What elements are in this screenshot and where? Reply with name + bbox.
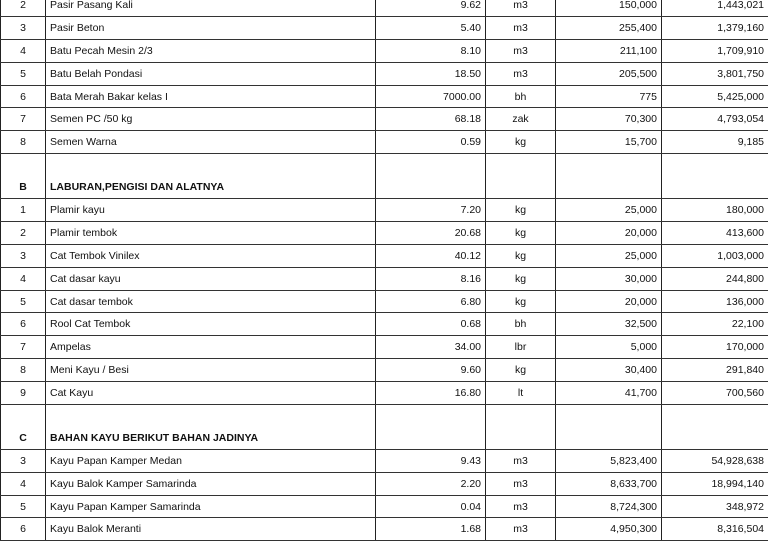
unit-price-cell: 20,000 — [556, 290, 662, 313]
row-number-cell: 8 — [1, 131, 46, 154]
table-row — [1, 0, 768, 16]
quantity-cell: 20.68 — [376, 221, 486, 244]
row-number-cell: 6 — [1, 85, 46, 108]
unit-cell: kg — [486, 199, 556, 222]
row-number-cell: 7 — [1, 336, 46, 359]
table-row — [1, 16, 768, 39]
total-price-cell: 3,801,750 — [662, 62, 768, 85]
description-cell: Cat Tembok Vinilex — [46, 244, 376, 267]
quantity-cell — [376, 427, 486, 449]
unit-price-cell — [556, 427, 662, 449]
table-row — [1, 472, 768, 495]
unit-price-cell: 8,633,700 — [556, 472, 662, 495]
row-number-cell: 9 — [1, 382, 46, 405]
unit-price-cell: 5,823,400 — [556, 449, 662, 472]
total-price-cell — [662, 405, 768, 427]
unit-price-cell: 30,400 — [556, 359, 662, 382]
table-row — [1, 313, 768, 336]
description-cell: BAHAN KAYU BERIKUT BAHAN JADINYA — [46, 427, 376, 449]
row-number-cell: 3 — [1, 244, 46, 267]
total-price-cell: 348,972 — [662, 495, 768, 518]
total-price-cell: 22,100 — [662, 313, 768, 336]
unit-price-cell: 255,400 — [556, 16, 662, 39]
quantity-cell: 0.68 — [376, 313, 486, 336]
unit-cell: kg — [486, 221, 556, 244]
total-price-cell: 291,840 — [662, 359, 768, 382]
table-row — [1, 221, 768, 244]
description-cell: Kayu Papan Kamper Samarinda — [46, 495, 376, 518]
quantity-cell: 9.43 — [376, 449, 486, 472]
unit-price-cell: 15,700 — [556, 131, 662, 154]
description-cell: Cat Kayu — [46, 382, 376, 405]
unit-price-cell — [556, 154, 662, 176]
unit-cell: kg — [486, 131, 556, 154]
quantity-cell: 34.00 — [376, 336, 486, 359]
description-cell — [46, 405, 376, 427]
unit-cell — [486, 427, 556, 449]
quantity-cell: 8.10 — [376, 39, 486, 62]
row-number-cell — [1, 405, 46, 427]
table-row — [1, 267, 768, 290]
row-number-cell: C — [1, 427, 46, 449]
quantity-cell: 5.40 — [376, 16, 486, 39]
unit-price-cell: 8,724,300 — [556, 495, 662, 518]
unit-price-cell: 30,000 — [556, 267, 662, 290]
row-number-cell — [1, 154, 46, 176]
unit-cell: kg — [486, 267, 556, 290]
table-row — [1, 495, 768, 518]
description-cell: Cat dasar tembok — [46, 290, 376, 313]
section-header-row — [1, 427, 768, 449]
row-number-cell: 4 — [1, 267, 46, 290]
total-price-cell — [662, 154, 768, 176]
table-row — [1, 518, 768, 541]
total-price-cell: 1,709,910 — [662, 39, 768, 62]
description-cell: Pasir Beton — [46, 16, 376, 39]
unit-price-cell — [556, 405, 662, 427]
quantity-cell: 16.80 — [376, 382, 486, 405]
total-price-cell: 18,994,140 — [662, 472, 768, 495]
unit-cell — [486, 154, 556, 176]
quantity-cell: 18.50 — [376, 62, 486, 85]
total-price-cell: 54,928,638 — [662, 449, 768, 472]
description-cell: Plamir kayu — [46, 199, 376, 222]
row-number-cell: 2 — [1, 0, 46, 16]
description-cell: Ampelas — [46, 336, 376, 359]
quantity-cell: 9.60 — [376, 359, 486, 382]
unit-price-cell: 70,300 — [556, 108, 662, 131]
unit-cell: m3 — [486, 449, 556, 472]
row-number-cell: 3 — [1, 449, 46, 472]
quantity-cell: 1.68 — [376, 518, 486, 541]
description-cell: Kayu Papan Kamper Medan — [46, 449, 376, 472]
unit-price-cell: 150,000 — [556, 0, 662, 16]
quantity-cell: 68.18 — [376, 108, 486, 131]
total-price-cell: 9,185 — [662, 131, 768, 154]
unit-price-cell: 5,000 — [556, 336, 662, 359]
description-cell: Meni Kayu / Besi — [46, 359, 376, 382]
table-row — [1, 199, 768, 222]
unit-price-cell: 775 — [556, 85, 662, 108]
unit-cell: m3 — [486, 16, 556, 39]
total-price-cell: 700,560 — [662, 382, 768, 405]
quantity-cell: 0.04 — [376, 495, 486, 518]
row-number-cell: B — [1, 176, 46, 198]
description-cell: Kayu Balok Kamper Samarinda — [46, 472, 376, 495]
description-cell: Rool Cat Tembok — [46, 313, 376, 336]
table-row — [1, 62, 768, 85]
unit-cell — [486, 176, 556, 198]
row-number-cell: 5 — [1, 495, 46, 518]
row-number-cell: 7 — [1, 108, 46, 131]
total-price-cell: 180,000 — [662, 199, 768, 222]
unit-price-cell: 41,700 — [556, 382, 662, 405]
unit-cell: bh — [486, 85, 556, 108]
total-price-cell: 413,600 — [662, 221, 768, 244]
total-price-cell: 8,316,504 — [662, 518, 768, 541]
table-row — [1, 85, 768, 108]
table-row — [1, 449, 768, 472]
unit-cell: kg — [486, 359, 556, 382]
unit-price-cell: 25,000 — [556, 244, 662, 267]
total-price-cell: 4,793,054 — [662, 108, 768, 131]
unit-cell: zak — [486, 108, 556, 131]
description-cell: Batu Belah Pondasi — [46, 62, 376, 85]
description-cell: Cat dasar kayu — [46, 267, 376, 290]
total-price-cell: 136,000 — [662, 290, 768, 313]
spacer-row — [1, 154, 768, 176]
description-cell: Semen Warna — [46, 131, 376, 154]
row-number-cell: 5 — [1, 290, 46, 313]
table-row — [1, 382, 768, 405]
unit-cell: lbr — [486, 336, 556, 359]
row-number-cell: 8 — [1, 359, 46, 382]
row-number-cell: 4 — [1, 39, 46, 62]
quantity-cell: 40.12 — [376, 244, 486, 267]
quantity-cell: 0.59 — [376, 131, 486, 154]
row-number-cell: 6 — [1, 313, 46, 336]
table-row — [1, 359, 768, 382]
row-number-cell: 4 — [1, 472, 46, 495]
row-number-cell: 2 — [1, 221, 46, 244]
table-row — [1, 244, 768, 267]
table-row — [1, 39, 768, 62]
unit-cell: m3 — [486, 472, 556, 495]
table-row — [1, 336, 768, 359]
unit-price-cell: 205,500 — [556, 62, 662, 85]
table-row — [1, 108, 768, 131]
total-price-cell — [662, 176, 768, 198]
unit-cell: lt — [486, 382, 556, 405]
spacer-row — [1, 405, 768, 427]
total-price-cell: 1,003,000 — [662, 244, 768, 267]
unit-cell: m3 — [486, 0, 556, 16]
description-cell: Kayu Balok Meranti — [46, 518, 376, 541]
quantity-cell — [376, 405, 486, 427]
description-cell: Plamir tembok — [46, 221, 376, 244]
description-cell: Bata Merah Bakar kelas I — [46, 85, 376, 108]
unit-price-cell: 25,000 — [556, 199, 662, 222]
total-price-cell: 5,425,000 — [662, 85, 768, 108]
total-price-cell: 1,443,021 — [662, 0, 768, 16]
unit-cell — [486, 405, 556, 427]
unit-price-cell: 4,950,300 — [556, 518, 662, 541]
row-number-cell: 1 — [1, 199, 46, 222]
total-price-cell: 170,000 — [662, 336, 768, 359]
unit-cell: m3 — [486, 39, 556, 62]
unit-cell: m3 — [486, 62, 556, 85]
table-row — [1, 290, 768, 313]
row-number-cell: 6 — [1, 518, 46, 541]
section-header-row — [1, 176, 768, 198]
description-cell: LABURAN,PENGISI DAN ALATNYA — [46, 176, 376, 198]
unit-price-cell — [556, 176, 662, 198]
unit-cell: m3 — [486, 495, 556, 518]
unit-price-cell: 32,500 — [556, 313, 662, 336]
description-cell — [46, 154, 376, 176]
row-number-cell: 3 — [1, 16, 46, 39]
table-row — [1, 131, 768, 154]
description-cell: Batu Pecah Mesin 2/3 — [46, 39, 376, 62]
total-price-cell: 1,379,160 — [662, 16, 768, 39]
quantity-cell: 6.80 — [376, 290, 486, 313]
quantity-cell — [376, 176, 486, 198]
quantity-cell: 9.62 — [376, 0, 486, 16]
unit-price-cell: 211,100 — [556, 39, 662, 62]
quantity-cell: 7000.00 — [376, 85, 486, 108]
description-cell: Pasir Pasang Kali — [46, 0, 376, 16]
quantity-cell: 7.20 — [376, 199, 486, 222]
quantity-cell: 8.16 — [376, 267, 486, 290]
table-body — [1, 0, 768, 541]
unit-cell: m3 — [486, 518, 556, 541]
total-price-cell — [662, 427, 768, 449]
unit-cell: kg — [486, 290, 556, 313]
quantity-cell — [376, 154, 486, 176]
unit-cell: kg — [486, 244, 556, 267]
description-cell: Semen PC /50 kg — [46, 108, 376, 131]
quantity-cell: 2.20 — [376, 472, 486, 495]
unit-cell: bh — [486, 313, 556, 336]
unit-price-cell: 20,000 — [556, 221, 662, 244]
total-price-cell: 244,800 — [662, 267, 768, 290]
row-number-cell: 5 — [1, 62, 46, 85]
